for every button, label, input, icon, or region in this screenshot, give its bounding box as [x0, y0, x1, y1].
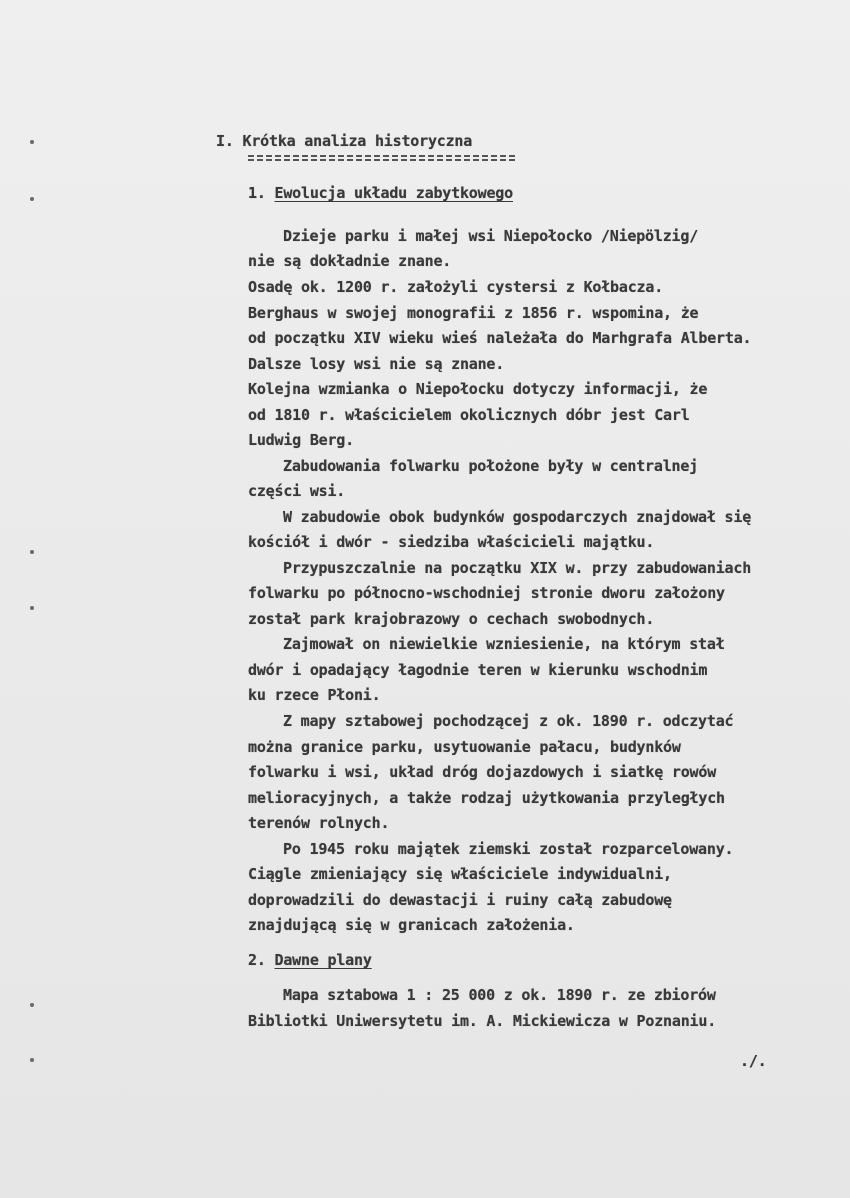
- section-2-number: 2.: [248, 951, 266, 969]
- section-1-title: Ewolucja układu zabytkowego: [274, 184, 513, 202]
- section-2-title: Dawne plany: [274, 951, 372, 969]
- body-line: Berghaus w swojej monografii z 1856 r. wspomina, że: [248, 304, 699, 322]
- body-line: dwór i opadający łagodnie teren w kierunku wschodnim: [248, 661, 708, 679]
- body-line: Z mapy sztabowej pochodzącej z ok. 1890 r. odczytać: [283, 712, 734, 730]
- body-line: Zajmował on niewielkie wzniesienie, na którym stał: [283, 635, 725, 653]
- document-heading: I. Krótka analiza historyczna: [216, 132, 473, 150]
- body-line: części wsi.: [248, 482, 346, 500]
- body-line: kościół i dwór - siedziba właścicieli majątku.: [248, 533, 655, 551]
- body-line: Przypuszczalnie na początku XIX w. przy zabudowaniach: [283, 559, 752, 577]
- body-line: Dzieje parku i małej wsi Niepołocko /Niepölzig/: [283, 227, 699, 245]
- body-line: folwarku po północno-wschodniej stronie dworu założony: [248, 584, 725, 602]
- body-line: Po 1945 roku majątek ziemski został rozparcelowany.: [283, 840, 734, 858]
- section-2-heading: [248, 951, 372, 969]
- heading-double-underline: [248, 155, 518, 161]
- punch-hole: [30, 140, 34, 144]
- section-2-line: Mapa sztabowa 1 : 25 000 z ok. 1890 r. ze zbiorów: [283, 986, 716, 1004]
- body-line: od 1810 r. właścicielem okolicznych dóbr jest Carl: [248, 406, 690, 424]
- body-line: od początku XIV wieku wieś należała do Marhgrafa Alberta.: [248, 329, 752, 347]
- body-line: znajdującą się w granicach założenia.: [248, 916, 575, 934]
- punch-hole: [30, 1003, 34, 1007]
- body-line: terenów rolnych.: [248, 814, 390, 832]
- body-line: został park krajobrazowy o cechach swobodnych.: [248, 610, 655, 628]
- body-line: nie są dokładnie znane.: [248, 252, 452, 270]
- punch-hole: [30, 197, 34, 201]
- body-line: ku rzece Płoni.: [248, 686, 381, 704]
- body-line: W zabudowie obok budynków gospodarczych znajdował się: [283, 508, 752, 526]
- punch-hole: [30, 550, 34, 554]
- punch-hole: [30, 1058, 34, 1062]
- body-line: Osadę ok. 1200 r. założyli cystersi z Kołbacza.: [248, 278, 664, 296]
- body-line: folwarku i wsi, układ dróg dojazdowych i siatkę rowów: [248, 763, 717, 781]
- body-line: można granice parku, usytuowanie pałacu, budynków: [248, 738, 681, 756]
- body-line: Dalsze losy wsi nie są znane.: [248, 355, 505, 373]
- body-line: Ludwig Berg.: [248, 431, 354, 449]
- body-line: Ciągle zmieniający się właściciele indywidualni,: [248, 865, 672, 883]
- section-2-line: Bibliotki Uniwersytetu im. A. Mickiewicza w Poznaniu.: [248, 1012, 717, 1030]
- body-line: Zabudowania folwarku położone były w centralnej: [283, 457, 699, 475]
- body-line: melioracyjnych, a także rodzaj użytkowania przyległych: [248, 789, 725, 807]
- section-1-heading: [248, 184, 513, 202]
- punch-hole: [30, 606, 34, 610]
- body-line: Kolejna wzmianka o Niepołocku dotyczy informacji, że: [248, 380, 708, 398]
- body-line: doprowadzili do dewastacji i ruiny całą zabudowę: [248, 891, 672, 909]
- section-1-number: 1.: [248, 184, 266, 202]
- continuation-mark: ./.: [740, 1052, 767, 1070]
